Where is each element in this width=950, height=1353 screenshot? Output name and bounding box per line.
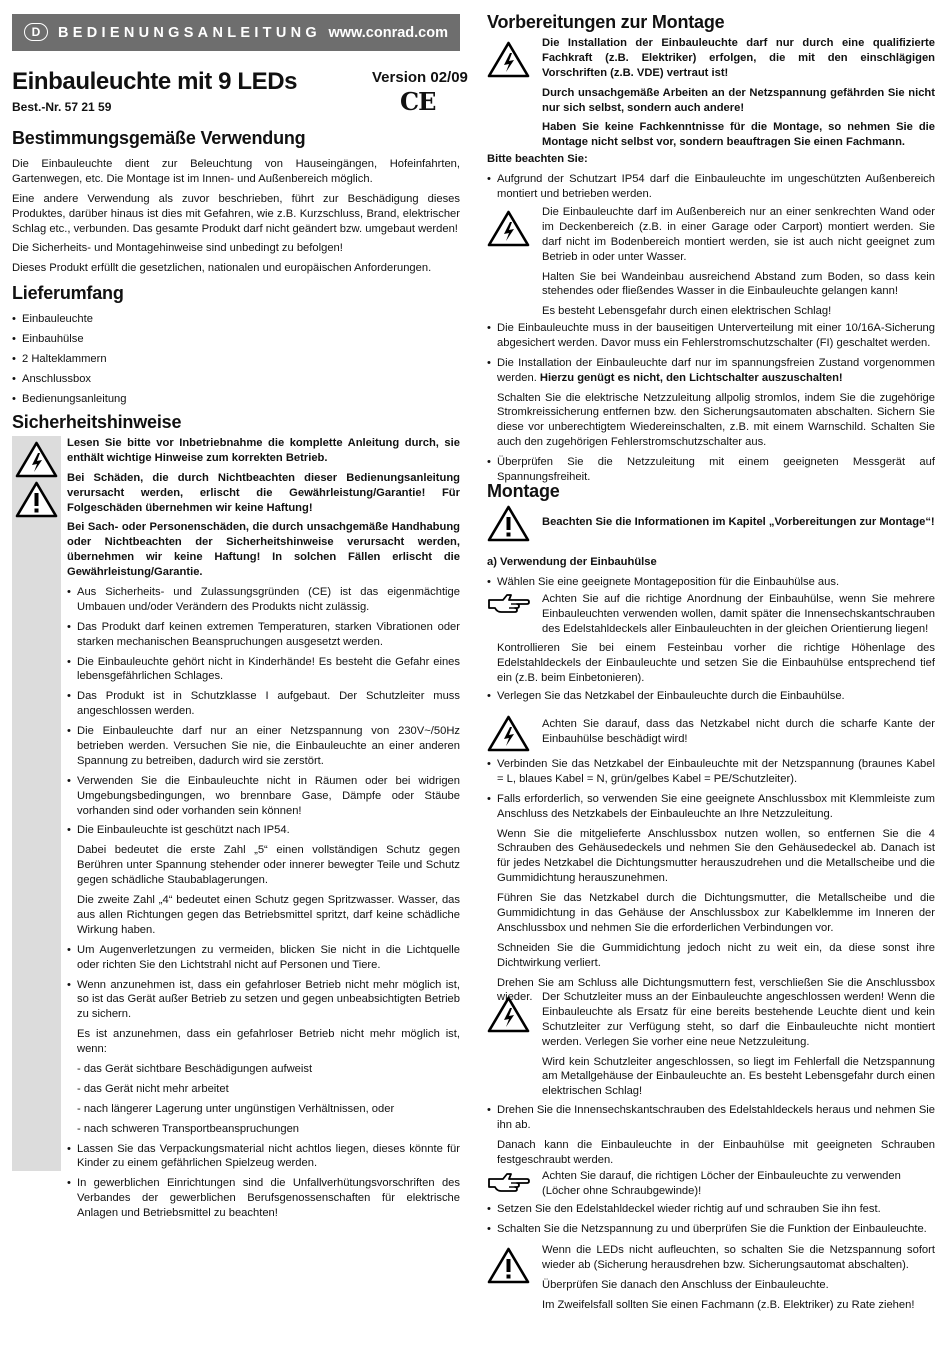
mount-earth-danger: Wird kein Schutzleiter angeschlossen, so liegt im Fehlerfall die Netzspannung am Metallgehäuse der Einbauleuchte an. Es besteht Lebensgefahr durch einen elektrischen Schlag! bbox=[542, 1055, 935, 1098]
mount-box-open: Wenn Sie die mitgelieferte Anschlussbox nutzen wollen, so entfernen Sie die 4 Schrauben des Gehäusedeckels und nehmen Sie den Gehäusedeckel ab. Danach ist für jedes Netzkabel die Dichtungsmutter herauszudrehen und die Metallscheibe und die Gummidichtung herauszunehmen. bbox=[497, 827, 935, 885]
safety-operation-condition: Es ist anzunehmen, dass ein gefahrloser Betrieb nicht mehr möglich ist, wenn: bbox=[77, 1028, 460, 1056]
prep-note: Bitte beachten Sie: bbox=[487, 153, 588, 165]
mount-warning: Beachten Sie die Informationen im Kapitel „Vorbereitungen zur Montage“! bbox=[542, 516, 935, 528]
mount-bullet: • Schalten Sie die Netzspannung zu und überprüfen Sie die Funktion der Einbauleuchte. bbox=[487, 1222, 935, 1237]
mount-hint-1 bbox=[542, 592, 935, 642]
safety-bullet: • Das Produkt darf keinen extremen Temperaturen, starken Vibrationen oder starken mechanischen Beanspruchungen ausgesetzt werden. bbox=[67, 620, 460, 650]
usage-p2: Eine andere Verwendung als zuvor beschrieben, führt zur Beschädigung dieses Produktes, darüber hinaus ist dies mit Gefahren, wie z.B. Kurzschluss, Brand, elektrischer Schlag etc., verbunden. Das gesamte Produkt darf nicht geändert bzw. umgebaut werden! bbox=[12, 192, 460, 235]
header-url: www.conrad.com bbox=[328, 25, 448, 41]
electric-warning-icon bbox=[15, 441, 58, 478]
mount-warning-text: Achten Sie darauf, dass das Netzkabel nicht durch die scharfe Kante der Einbauhülse beschädigt wird! bbox=[542, 718, 935, 745]
scope-item: • Einbauleuchte bbox=[12, 312, 460, 327]
prep-warning-3: Haben Sie keine Fachkenntnisse für die Montage, so nehmen Sie die Montage nicht selbst vor, sondern beauftragen Sie einen Fachmann. bbox=[542, 121, 935, 149]
safety-bullet: • Die Einbauleuchte darf nur an einer Netzspannung von 230V~/50Hz betrieben werden. Versuchen Sie nie, die Einbauleuchte an einer anderen Spannung zu betreiben, dadurch wird sie zerstört. bbox=[67, 724, 460, 769]
warning-icon bbox=[15, 481, 58, 518]
mount-final bbox=[487, 1202, 935, 1242]
warning-icon bbox=[487, 505, 530, 542]
mount-led-expert: Im Zweifelsfall sollten Sie einen Fachmann (z.B. Elektriker) zu Rate ziehen! bbox=[542, 1298, 915, 1311]
mount-bullet: • Setzen Sie den Edelstahldeckel wieder richtig auf und schrauben Sie ihn fest. bbox=[487, 1202, 935, 1217]
safety-warning-1: Lesen Sie bitte vor Inbetriebnahme die komplette Anleitung durch, sie enthält wichtige Hinweise zum korrekten Betrieb. bbox=[67, 437, 460, 464]
header-title: BEDIENUNGSANLEITUNG bbox=[58, 25, 321, 41]
version-label: Version 02/09 bbox=[372, 69, 468, 86]
usage-heading: Bestimmungsgemäße Verwendung bbox=[12, 128, 306, 148]
safety-ip-text: • Die Einbauleuchte ist geschützt nach IP54. bbox=[77, 824, 290, 837]
prep-body bbox=[487, 152, 935, 207]
mount-hint-text: Achten Sie auf die richtige Anordnung der Einbauhülse, wenn Sie mehrere Einbauleuchten verwenden wollen, damit später die Innensechskantschrauben des Edelstahldeckels aller Einbauleuchten in der gleichen Orientierung liegen! bbox=[542, 593, 935, 635]
mount-part-a bbox=[487, 555, 935, 595]
prep-bullet: • Aufgrund der Schutzart IP54 darf die Einbauleuchte im ungeschützten Außenbereich montiert und betrieben werden. bbox=[487, 172, 935, 202]
mount-heading: Montage bbox=[487, 481, 560, 501]
mount-warning-cable bbox=[542, 717, 935, 752]
safety-bullet bbox=[67, 978, 460, 1137]
safety-ip-second-digit: Die zweite Zahl „4“ bedeutet einen Schutz gegen Spritzwasser. Wasser, das aus allen Richtungen gegen das Betriebsmittel spritzt, darf keine schädliche Wirkung haben. bbox=[77, 894, 460, 936]
mount-hint-text: Achten Sie darauf, die richtigen Löcher der Einbauleuchte zu verwenden (Löcher ohne Schraubgewinde)! bbox=[542, 1170, 901, 1197]
pointing-hand-icon bbox=[487, 592, 531, 614]
product-title: Einbauleuchte mit 9 LEDs bbox=[12, 68, 298, 95]
prep-voltage-free: Die Installation der Einbauleuchte darf nur im spannungsfreien Zustand vorgenommen werden. bbox=[497, 356, 935, 384]
prep-bullet: • Die Einbauleuchte muss in der bauseitigen Unterverteilung mit einer 10/16A-Sicherung abgesichert werden. Davor muss ein Fehlerstromschutzschalter (FI) geschaltet werden. bbox=[487, 321, 935, 351]
warning-icon bbox=[487, 1247, 530, 1284]
safety-dash-item: - nach längerer Lagerung unter ungünstigen Verhältnissen, oder bbox=[77, 1102, 395, 1115]
mount-box-text: • Falls erforderlich, so verwenden Sie eine geeignete Anschlussbox mit Klemmleiste zum Anschluss des Netzkabels der Einbauleuchte an Ihre Netzzuleitung. bbox=[497, 792, 935, 820]
mount-p1-wrap bbox=[497, 641, 935, 691]
mount-section bbox=[487, 480, 935, 504]
usage-p4: Dieses Produkt erfüllt die gesetzlichen, nationalen und europäischen Anforderungen. bbox=[12, 262, 432, 275]
safety-content bbox=[67, 436, 460, 1226]
safety-heading: Sicherheitshinweise bbox=[12, 412, 182, 432]
scope-item: • Anschlussbox bbox=[12, 372, 460, 387]
mount-bullet bbox=[487, 1103, 935, 1168]
mount-led-check: Überprüfen Sie danach den Anschluss der Einbauleuchte. bbox=[542, 1278, 829, 1291]
electric-warning-icon bbox=[487, 996, 530, 1033]
prep-warnings bbox=[542, 36, 935, 155]
electric-warning-icon bbox=[487, 41, 530, 78]
prep-info-2: Halten Sie bei Wandeinbau ausreichend Abstand zum Boden, so dass kein stehendes oder fließendes Wasser in die Einbauleuchte gelangen kann! bbox=[542, 270, 935, 298]
usage-section bbox=[12, 127, 460, 281]
scope-item: • Bedienungsanleitung bbox=[12, 392, 460, 407]
order-number: Best.-Nr. 57 21 59 bbox=[12, 100, 112, 114]
safety-bullet: • Verwenden Sie die Einbauleuchte nicht in Räumen oder bei widrigen Umgebungsbedingungen, wo brennbare Gase, Dämpfe oder Stäube vorhanden sind oder vorhanden sein können! bbox=[67, 774, 460, 819]
prep-indoor-info bbox=[542, 205, 935, 324]
safety-operation-text: • Wenn anzunehmen ist, dass ein gefahrloser Betrieb nicht mehr möglich ist, so ist das Gerät außer Betrieb zu setzen und gegen unbeabsichtigten Betrieb zu sichern. bbox=[77, 978, 460, 1021]
prep-warning-1: Die Installation der Einbauleuchte darf nur durch eine qualifizierte Fachkraft (z.B. Elektriker) erfolgen, die mit den einschlägigen Vorschriften (z.B. VDE) vertraut ist! bbox=[542, 37, 935, 79]
pointing-hand-icon bbox=[487, 1171, 531, 1193]
safety-warning-2: Bei Schäden, die durch Nichtbeachten dieser Bedienungsanleitung verursacht werden, erlischt die Gewährleistung/Garantie! Für Folgeschäden übernehmen wir keine Haftung! bbox=[67, 471, 460, 514]
mount-bullet bbox=[487, 792, 935, 1006]
mount-cover-remove: • Drehen Sie die Innensechskantschrauben des Edelstahldeckels heraus und nehmen Sie ihn ab. bbox=[497, 1104, 935, 1131]
ce-mark: CE bbox=[400, 87, 436, 116]
scope-item: • 2 Halteklammern bbox=[12, 352, 460, 367]
safety-bullet: • Aus Sicherheits- und Zulassungsgründen (CE) ist das eigenmächtige Umbauen und/oder Verändern des Produkts nicht zulässig. bbox=[67, 585, 460, 615]
safety-sidebar bbox=[12, 436, 61, 1171]
mount-earth-text: Der Schutzleiter muss an der Einbauleuchte angeschlossen werden! Wenn die Einbauleuchte als Ersatz für eine bereits bestehende Leuchte dient und kein Schutzleiter zur Verfügung steht, so darf die Einbauleuchte nicht montiert werden. Verlegen Sie vorher eine neue Netzzuleitung. bbox=[542, 991, 935, 1048]
mount-subheading: a) Verwendung der Einbauhülse bbox=[487, 556, 657, 568]
prep-bullet: • Überprüfen Sie die Netzzuleitung mit einem geeigneten Messgerät auf Spannungsfreiheit. bbox=[487, 455, 935, 485]
prep-disconnect-text: Schalten Sie die elektrische Netzzuleitung allpolig stromlos, indem Sie die zugehörige Stromkreissicherung entfernen bzw. den Sicherungsautomaten abschalten. Sichern Sie diese vor unberechtigtem Wiedereinschalten, z.B. mit einem Warnschild. Schalten Sie auch den zugehörigen Fehlerstromschutzschalter aus. bbox=[497, 391, 935, 449]
electric-warning-icon bbox=[487, 715, 530, 752]
mount-box-cable: Führen Sie das Netzkabel durch die Dichtungsmutter, die Metallscheibe und die Gummidichtung in das Gehäuse der Anschlussbox zur Kabelklemme im Inneren der Anschlussbox und nehmen Sie die erforderlichen Verbindungen vor. bbox=[497, 892, 935, 934]
safety-dash-item: - nach schweren Transportbeanspruchungen bbox=[77, 1122, 300, 1135]
mount-box-close: Drehen Sie am Schluss alle Dichtungsmuttern fest, verschließen Sie die Anschlussbox wieder. bbox=[497, 976, 935, 1004]
usage-p1: Die Einbauleuchte dient zur Beleuchtung von Hauseingängen, Hofeinfahrten, Gartenwegen, etc. Die Montage ist im Innen- und Außenbereich möglich. bbox=[12, 157, 460, 185]
prep-info-3: Es besteht Lebensgefahr durch einen elektrischen Schlag! bbox=[542, 305, 832, 318]
prep-warning-2: Durch unsachgemäße Arbeiten an der Netzspannung gefährden Sie nicht nur sich selbst, sondern auch andere! bbox=[542, 86, 935, 114]
mount-earth-warning bbox=[542, 990, 935, 1104]
safety-bullet: • Die Einbauleuchte gehört nicht in Kinderhände! Es besteht die Gefahr eines lebensgefährlichen Schlages. bbox=[67, 655, 460, 685]
prep-heading: Vorbereitungen zur Montage bbox=[487, 12, 725, 32]
header-banner bbox=[12, 14, 460, 51]
electric-warning-icon bbox=[487, 210, 530, 247]
safety-warning-3: Bei Sach- oder Personenschäden, die durch unsachgemäße Handhabung oder Nichtbeachten der Sicherheitshinweise verursacht werden, übernehmen wir keine Haftung! In solchen Fällen erlischt die Gewährleistung/Garantie. bbox=[67, 521, 460, 579]
safety-bullet: • Das Produkt ist in Schutzklasse I aufgebaut. Der Schutzleiter muss angeschlossen werden. bbox=[67, 689, 460, 719]
mount-bullet: • Verlegen Sie das Netzkabel der Einbauleuchte durch die Einbauhülse. bbox=[487, 689, 935, 704]
mount-bullet: • Verbinden Sie das Netzkabel der Einbauleuchte mit der Netzspannung (braunes Kabel = L, blaues Kabel = N, grün/gelbes Kabel = PE/Schutzleiter). bbox=[487, 757, 935, 787]
mount-cover bbox=[487, 1103, 935, 1173]
mount-b2-wrap bbox=[487, 689, 935, 709]
mount-paragraph: Kontrollieren Sie bei einem Festeinbau vorher die richtige Höhenlage des Edelstahldeckels der Einbauleuchte und setzen Sie die Einbauhülse entsprechend tief ein (z.B. beim Einbetonieren). bbox=[497, 642, 935, 684]
mount-led-text: Wenn die LEDs nicht aufleuchten, so schalten Sie die Netzspannung sofort wieder ab (Sicherung herausdrehen bzw. Sicherungsautomat abschalten). bbox=[542, 1244, 935, 1271]
safety-bullet: • In gewerblichen Einrichtungen sind die Unfallverhütungsvorschriften des Verbandes der gewerblichen Berufsgenossenschaften für elektrische Anlagen und Betriebsmittel zu beachten! bbox=[67, 1176, 460, 1221]
prep-bullets bbox=[487, 321, 935, 490]
mount-hint-2 bbox=[542, 1169, 935, 1204]
safety-bullet: • Um Augenverletzungen zu vermeiden, blicken Sie nicht in die Lichtquelle oder richten Sie den Lichtstrahl nicht auf Personen und Tiere. bbox=[67, 943, 460, 973]
safety-bullet: • Lassen Sie das Verpackungsmaterial nicht achtlos liegen, dieses könnte für Kinder zu einem gefährlichen Spielzeug werden. bbox=[67, 1142, 460, 1172]
safety-dash-item: - das Gerät sichtbare Beschädigungen aufweist bbox=[77, 1062, 313, 1075]
scope-section bbox=[12, 282, 460, 411]
mount-cover-screw: Danach kann die Einbauleuchte in der Einbauhülse mit geeigneten Schrauben festgeschraubt werden. bbox=[497, 1138, 935, 1166]
safety-ip-first-digit: Dabei bedeutet die erste Zahl „5“ einen vollständigen Schutz gegen Berühren unter Spannung stehender oder innerer bewegter Teile und Schutz gegen schädliche Staubablagerungen. bbox=[77, 844, 460, 887]
prep-info-1: Die Einbauleuchte darf im Außenbereich nur an einer senkrechten Wand oder im Deckenbereich (z.B. in einer Garage oder Carport) montiert werden. Sie darf nicht im Bodenbereich montiert werden, sie ist auch nicht geeignet zum Betrieb in oder unter Wasser. bbox=[542, 206, 935, 263]
mount-box-seal: Schneiden Sie die Gummidichtung jedoch nicht zu weit ein, da diese sonst ihre Dichtwirkung verliert. bbox=[497, 941, 935, 969]
mount-led-warning bbox=[542, 1243, 935, 1318]
prep-bullet bbox=[487, 356, 935, 450]
scope-item: • Einbauhülse bbox=[12, 332, 460, 347]
prep-voltage-free-bold: Hierzu genügt es nicht, den Lichtschalter auszuschalten! bbox=[539, 371, 843, 384]
usage-p3: Die Sicherheits- und Montagehinweise sind unbedingt zu befolgen! bbox=[12, 242, 343, 255]
scope-heading: Lieferumfang bbox=[12, 283, 124, 303]
safety-dash-item: - das Gerät nicht mehr arbeitet bbox=[77, 1082, 229, 1095]
language-badge: D bbox=[24, 23, 48, 41]
mount-bullet: • Wählen Sie eine geeignete Montageposition für die Einbauhülse aus. bbox=[487, 575, 935, 590]
mount-connection bbox=[487, 757, 935, 1010]
prep-section bbox=[487, 11, 935, 35]
safety-bullet bbox=[67, 823, 460, 937]
